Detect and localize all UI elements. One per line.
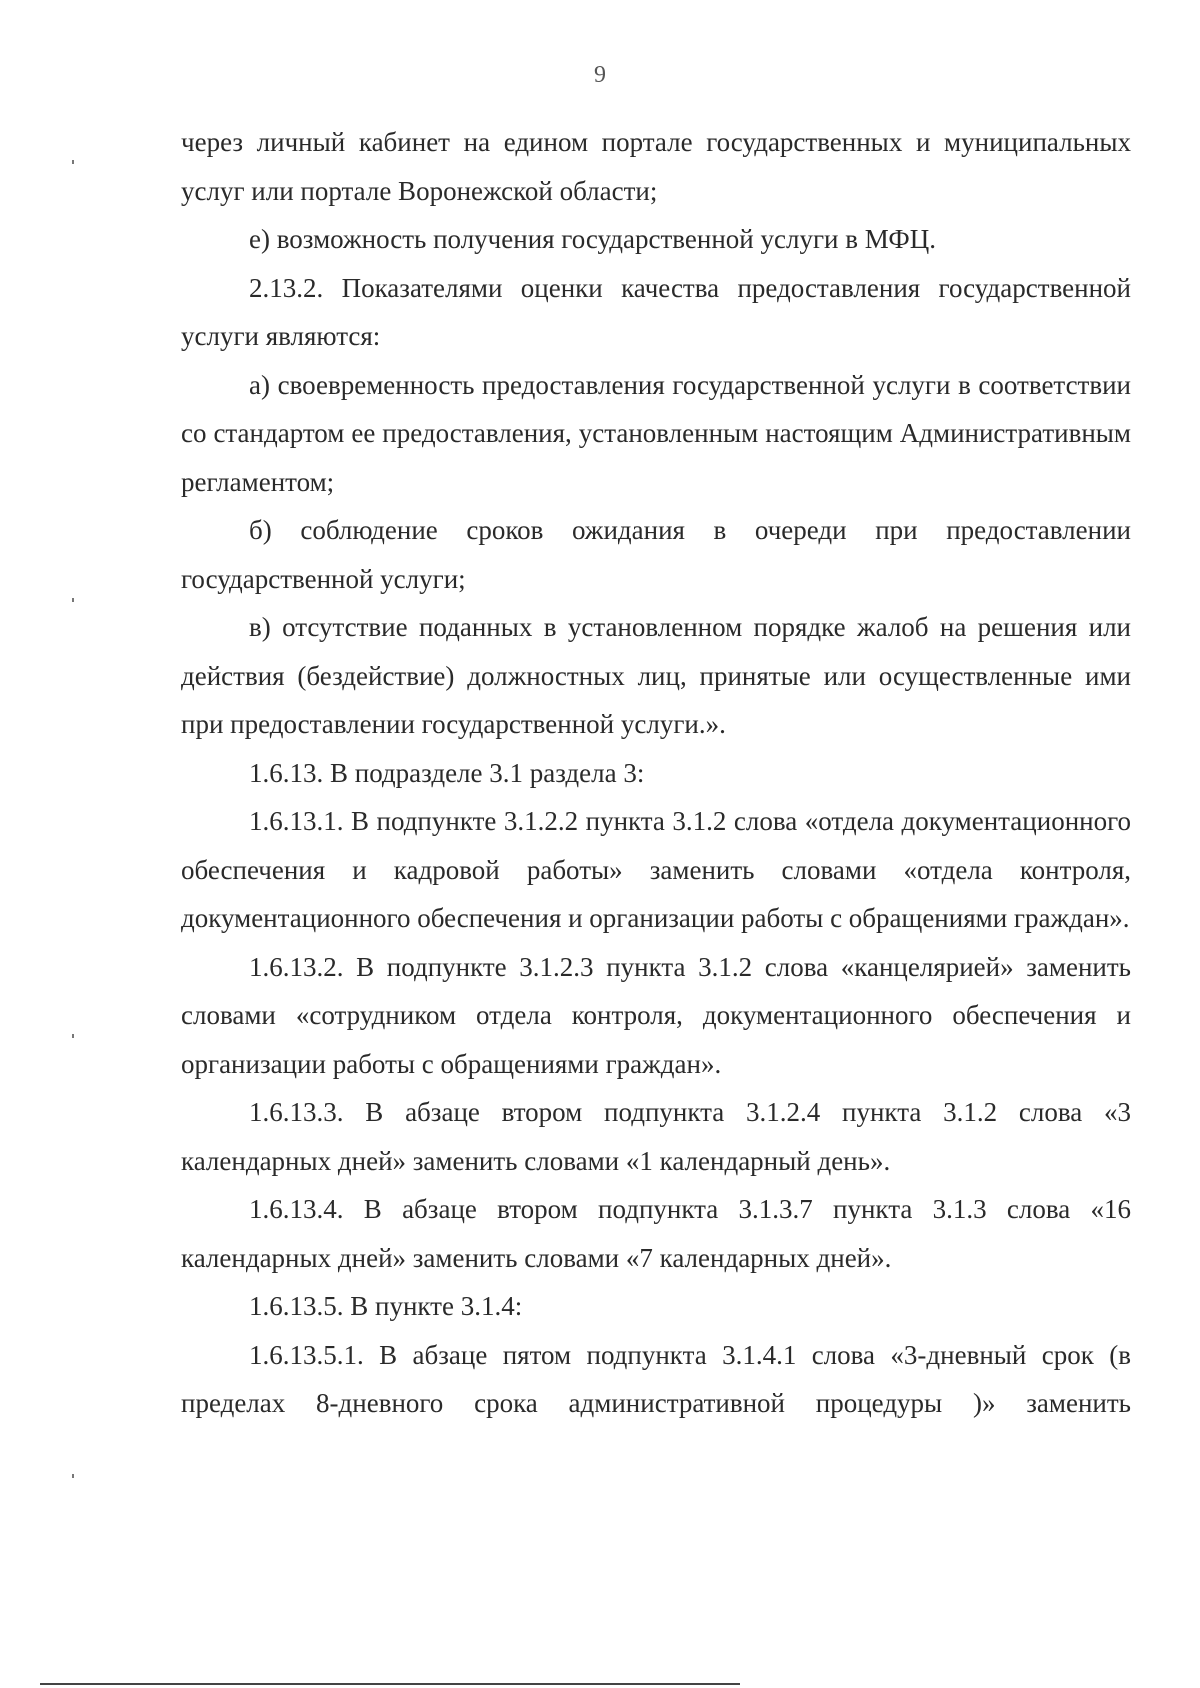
paragraph-1-6-13-5-1: 1.6.13.5.1. В абзаце пятом подпункта 3.1.4.1 слова «3-дневный срок (в пределах 8-дневного срока административной процедуры )» заменить [181, 1339, 1131, 1418]
scan-bottom-edge [40, 1683, 740, 1685]
paragraph-item-b: б) соблюдение сроков ожидания в очереди при предоставлении государственной услуги; [181, 515, 1131, 594]
paragraph-item-e: е) возможность получения государственной услуги в МФЦ. [249, 224, 936, 254]
paragraph-1-6-13-2: 1.6.13.2. В подпункте 3.1.2.3 пункта 3.1.2 слова «канцелярией» заменить словами «сотрудником отдела контроля, документационного обеспечения и организации работы с обращениями граждан». [181, 951, 1131, 1079]
scan-mark [72, 1474, 74, 1478]
paragraph-2-13-2: 2.13.2. Показателями оценки качества предоставления государственной услуги являются: [181, 272, 1131, 351]
scan-mark [72, 598, 74, 602]
paragraph-1-6-13-4: 1.6.13.4. В абзаце втором подпункта 3.1.3.7 пункта 3.1.3 слова «16 календарных дней» заменить словами «7 календарных дней». [181, 1194, 1131, 1273]
scan-mark [72, 160, 74, 164]
page-number: 9 [594, 62, 606, 88]
paragraph-1-6-13: 1.6.13. В подразделе 3.1 раздела 3: [249, 757, 645, 788]
paragraph-1-6-13-5: 1.6.13.5. В пункте 3.1.4: [249, 1291, 523, 1321]
scan-mark [72, 1034, 74, 1038]
paragraph-1-6-13-1: 1.6.13.1. В подпункте 3.1.2.2 пункта 3.1.2 слова «отдела документационного обеспечения и кадровой работы» заменить словами «отдела контроля, документационного обеспечения и организации работы с обращениями граждан». [181, 806, 1131, 933]
paragraph-item-a: а) своевременность предоставления государственной услуги в соответствии со стандартом ее предоставления, установленным настоящим Административным регламентом; [181, 369, 1131, 497]
paragraph-portal-access: через личный кабинет на едином портале государственных и муниципальных услуг или портале Воронежской области; [181, 127, 1131, 206]
paragraph-item-v: в) отсутствие поданных в установленном порядке жалоб на решения или действия (бездействие) должностных лиц, принятые или осуществленные ими при предоставлении государственной услуги.». [181, 612, 1131, 739]
paragraph-1-6-13-3: 1.6.13.3. В абзаце втором подпункта 3.1.2.4 пункта 3.1.2 слова «3 календарных дней» заменить словами «1 календарный день». [181, 1097, 1131, 1176]
document-body [181, 118, 1131, 1428]
